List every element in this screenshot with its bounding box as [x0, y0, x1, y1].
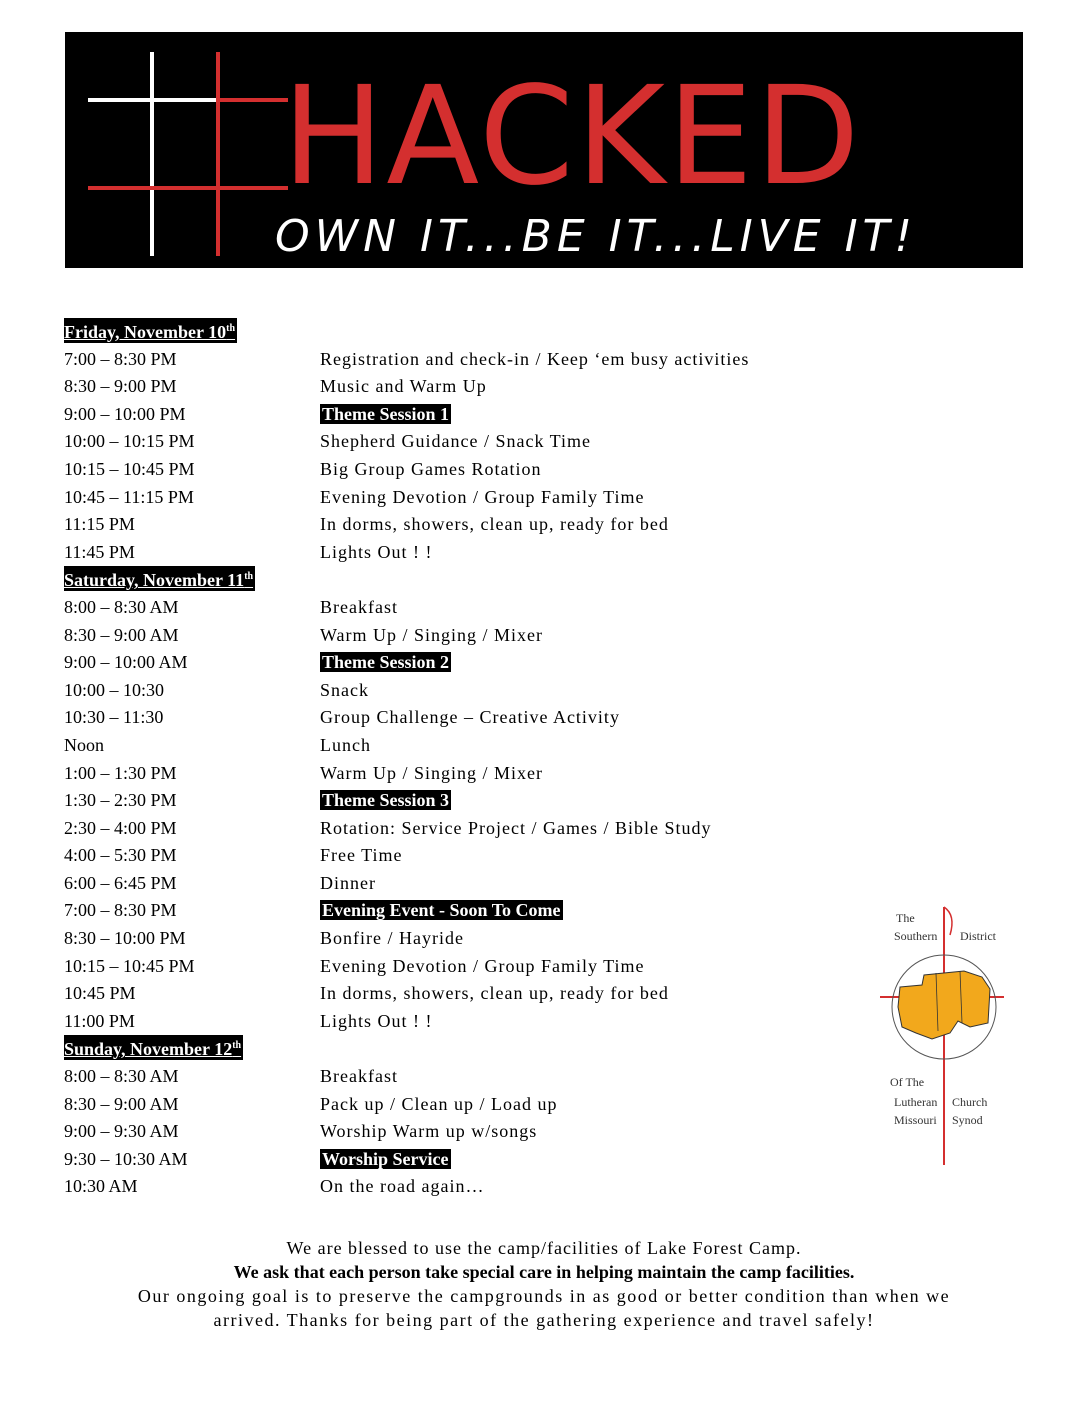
schedule-event [320, 1091, 557, 1119]
day-heading [64, 318, 237, 343]
schedule-time: 10:30 – 11:30 [64, 707, 164, 728]
schedule-row [64, 704, 864, 732]
schedule-row [64, 953, 864, 981]
schedule-time: 9:30 – 10:30 AM [64, 1148, 188, 1169]
schedule-event-text: Lunch [320, 734, 371, 755]
schedule-time: 7:00 – 8:30 PM [64, 348, 177, 369]
schedule-event-text: Group Challenge – Creative Activity [320, 707, 620, 728]
schedule-event [320, 870, 376, 898]
logo-text-southern: Southern [894, 929, 938, 943]
footer-note [64, 1236, 1024, 1332]
schedule-event-text: Registration and check-in / Keep ‘em busy activities [320, 348, 750, 369]
schedule-time: 8:30 – 9:00 AM [64, 1093, 179, 1114]
schedule-event-text: Bonfire / Hayride [320, 928, 464, 949]
schedule-time: 8:30 – 9:00 PM [64, 376, 177, 397]
logo-text-lutheran: Lutheran [894, 1095, 938, 1109]
logo-text-missouri: Missouri [894, 1113, 937, 1127]
schedule-row [64, 815, 864, 843]
schedule-event-text: Theme Session 3 [322, 790, 450, 811]
schedule-event-text: Dinner [320, 872, 376, 893]
day-heading-label: Friday, November 10 [64, 322, 227, 342]
schedule-event [320, 622, 543, 650]
schedule-event [320, 373, 487, 401]
logo-text-district: District [960, 929, 996, 943]
schedule-event-text: Evening Devotion / Group Family Time [320, 486, 645, 507]
schedule-time: 8:30 – 10:00 PM [64, 928, 186, 949]
schedule-row [64, 1173, 864, 1201]
day-heading [64, 566, 255, 591]
schedule-event [320, 484, 645, 512]
footer-line-3: Our ongoing goal is to preserve the campgrounds in as good or better condition than when we [137, 1286, 951, 1306]
schedule-event-text: Warm Up / Singing / Mixer [320, 762, 544, 783]
schedule-time: 1:30 – 2:30 PM [64, 790, 177, 811]
day-heading-label: Sunday, November 12 [64, 1039, 233, 1060]
schedule-event-text: Evening Event - Soon To Come [322, 900, 561, 921]
schedule-time: 2:30 – 4:00 PM [64, 817, 177, 838]
schedule-row [64, 428, 864, 456]
schedule-event-text: Lights Out ! ! [320, 541, 433, 562]
schedule-time: 9:00 – 10:00 PM [64, 403, 186, 424]
schedule-time: 8:00 – 8:30 AM [64, 1066, 179, 1087]
day-heading [64, 1035, 243, 1060]
district-logo [872, 905, 1012, 1167]
schedule-event [320, 1118, 537, 1146]
schedule-event-highlight [320, 649, 451, 677]
schedule-row [64, 511, 864, 539]
schedule-list [64, 318, 864, 1201]
schedule-time: 9:00 – 10:00 AM [64, 652, 188, 673]
schedule-event-text: Music and Warm Up [320, 376, 487, 397]
schedule-row [64, 677, 864, 705]
schedule-event-highlight [320, 401, 451, 429]
schedule-time: 11:00 PM [64, 1010, 135, 1031]
schedule-time: 10:45 – 11:15 PM [64, 486, 194, 507]
cross-map-logo-icon [872, 905, 1012, 1167]
day-heading-suffix: th [232, 1040, 242, 1052]
schedule-row [64, 484, 864, 512]
schedule-event-text: Breakfast [320, 596, 398, 617]
schedule-event-text: Free Time [320, 845, 403, 866]
schedule-event-text: Pack up / Clean up / Load up [320, 1093, 558, 1114]
schedule-event [320, 346, 749, 374]
schedule-event-text: Snack [320, 679, 369, 700]
schedule-time: 7:00 – 8:30 PM [64, 900, 177, 921]
schedule-time: 10:45 PM [64, 983, 136, 1004]
header-banner [65, 32, 1023, 268]
schedule-time: 10:00 – 10:30 [64, 679, 165, 700]
schedule-event-text: Worship Service [322, 1148, 449, 1169]
schedule-time: 11:45 PM [64, 541, 135, 562]
schedule-row [64, 401, 864, 429]
schedule-row [64, 732, 864, 760]
logo-text-church: Church [952, 1095, 988, 1109]
schedule-event-text: Theme Session 2 [322, 652, 450, 673]
logo-text-the: The [896, 911, 915, 925]
banner-tagline: OWN IT...BE IT...LIVE IT! [275, 211, 918, 262]
schedule-time: 9:00 – 9:30 AM [64, 1121, 179, 1142]
schedule-event [320, 677, 369, 705]
schedule-time: 8:00 – 8:30 AM [64, 596, 179, 617]
schedule-event-text: Shepherd Guidance / Snack Time [320, 431, 591, 452]
schedule-event-text: Evening Devotion / Group Family Time [320, 955, 645, 976]
schedule-time: 6:00 – 6:45 PM [64, 872, 177, 893]
schedule-time: Noon [64, 734, 104, 755]
schedule-event-text: In dorms, showers, clean up, ready for bed [320, 514, 669, 535]
schedule-time: 11:15 PM [64, 514, 135, 535]
schedule-event [320, 760, 543, 788]
schedule-time: 10:15 – 10:45 PM [64, 458, 195, 479]
day-heading-label: Saturday, November 11 [64, 570, 245, 591]
schedule-row [64, 1091, 864, 1119]
schedule-time: 8:30 – 9:00 AM [64, 624, 179, 645]
schedule-row [64, 1118, 864, 1146]
schedule-row [64, 594, 864, 622]
schedule-row [64, 1008, 864, 1036]
schedule-row [64, 787, 864, 815]
schedule-event-highlight [320, 1146, 451, 1174]
schedule-event [320, 953, 645, 981]
schedule-event [320, 1063, 398, 1091]
footer-line-1: We are blessed to use the camp/facilities of Lake Forest Camp. [286, 1238, 802, 1258]
schedule-row [64, 346, 864, 374]
schedule-time: 1:00 – 1:30 PM [64, 762, 177, 783]
schedule-event [320, 980, 669, 1008]
schedule-event-text: Big Group Games Rotation [320, 458, 542, 479]
schedule-event-text: Warm Up / Singing / Mixer [320, 624, 544, 645]
schedule-event [320, 511, 669, 539]
schedule-event-text: In dorms, showers, clean up, ready for bed [320, 983, 669, 1004]
day-heading-suffix: th [226, 323, 236, 334]
schedule-row [64, 649, 864, 677]
schedule-row [64, 842, 864, 870]
schedule-event [320, 732, 371, 760]
schedule-event [320, 456, 541, 484]
schedule-time: 10:00 – 10:15 PM [64, 431, 195, 452]
schedule-row [64, 897, 864, 925]
schedule-event [320, 842, 403, 870]
day-heading-suffix: th [244, 571, 254, 583]
schedule-event-text: Theme Session 1 [322, 403, 450, 424]
schedule-event [320, 594, 398, 622]
schedule-row [64, 1146, 864, 1174]
schedule-event-highlight [320, 897, 563, 925]
schedule-row [64, 1063, 864, 1091]
schedule-row [64, 373, 864, 401]
logo-text-synod: Synod [952, 1113, 983, 1127]
schedule-row [64, 925, 864, 953]
schedule-row [64, 760, 864, 788]
schedule-event [320, 925, 464, 953]
schedule-event [320, 428, 591, 456]
schedule-event [320, 1008, 433, 1036]
footer-line-4: arrived. Thanks for being part of the gathering experience and travel safely! [213, 1310, 875, 1330]
schedule-event-highlight [320, 787, 451, 815]
schedule-event-text: Rotation: Service Project / Games / Bible Study [320, 817, 712, 838]
schedule-time: 10:15 – 10:45 PM [64, 955, 195, 976]
schedule-row [64, 980, 864, 1008]
schedule-event-text: Breakfast [320, 1066, 398, 1087]
banner-title: HACKED [282, 58, 862, 216]
schedule-time: 4:00 – 5:30 PM [64, 845, 177, 866]
day-heading-row [64, 318, 864, 346]
schedule-row [64, 870, 864, 898]
schedule-event-text: Lights Out ! ! [320, 1010, 433, 1031]
day-heading-row [64, 1035, 864, 1063]
schedule-event-text: On the road again… [320, 1176, 485, 1197]
schedule-time: 10:30 AM [64, 1176, 138, 1197]
schedule-event [320, 1173, 484, 1201]
schedule-row [64, 539, 864, 567]
footer-line-2: We ask that each person take special care in helping maintain the camp facilities. [233, 1262, 855, 1282]
day-heading-row [64, 566, 864, 594]
schedule-row [64, 456, 864, 484]
schedule-event [320, 815, 711, 843]
schedule-event-text: Worship Warm up w/songs [320, 1121, 538, 1142]
schedule-row [64, 622, 864, 650]
schedule-event [320, 704, 620, 732]
logo-text-of-the: Of The [890, 1075, 925, 1089]
schedule-event [320, 539, 433, 567]
